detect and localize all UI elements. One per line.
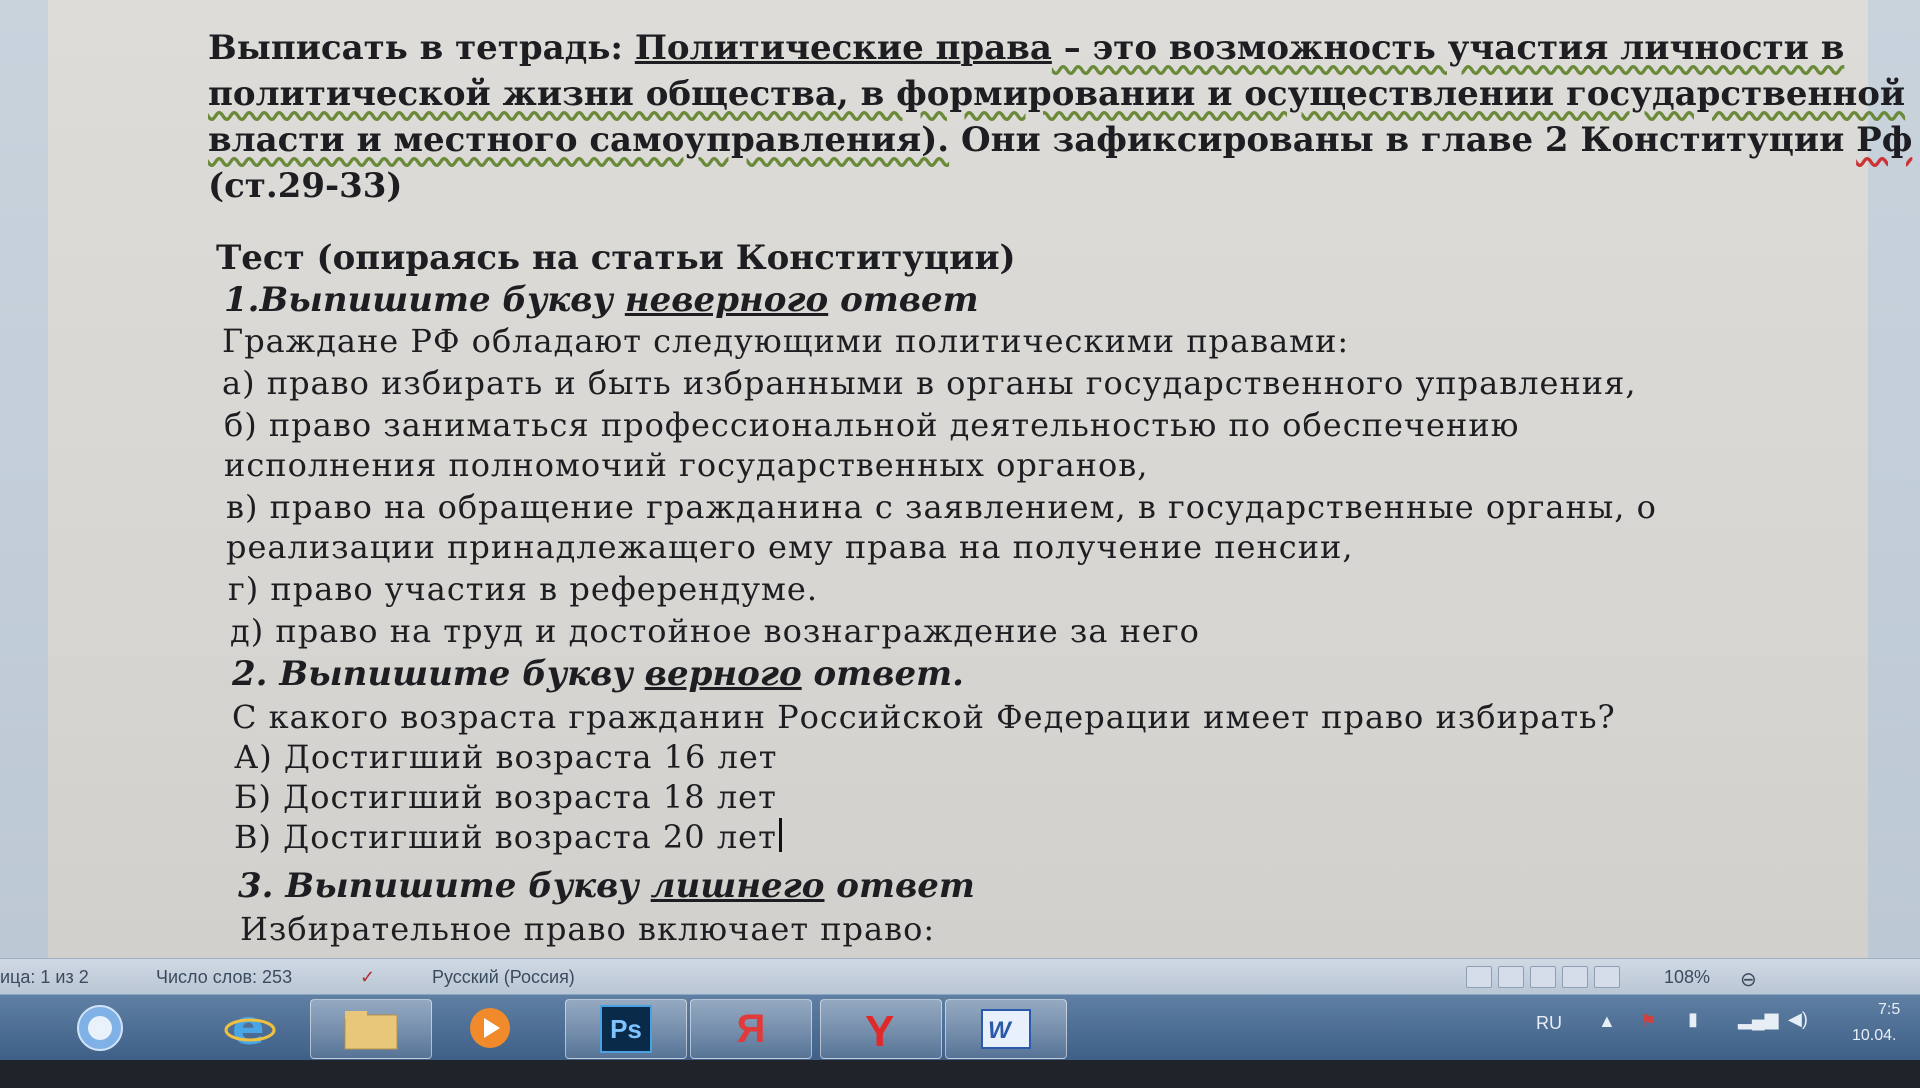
para1-line1: [208, 28, 1844, 68]
q1-title: [224, 280, 979, 320]
q1-option-a: а) право избирать и быть избранными в органы государственного управления,: [222, 364, 1637, 402]
q1-option-e: д) право на труд и достойное вознаграждение за него: [230, 612, 1200, 650]
para1-tail3: Они зафиксированы в главе 2 Конституции: [949, 120, 1857, 160]
taskbar-yandex-browser[interactable]: [820, 999, 942, 1059]
test-heading: Тест (опираясь на статьи Конституции): [216, 238, 1016, 278]
status-language[interactable]: Русский (Россия): [432, 967, 575, 987]
q3-prefix: 3. Выпишите букву: [238, 866, 651, 906]
q1-option-b-line2: исполнения полномочий государственных органов,: [224, 446, 1149, 484]
zoom-out-icon[interactable]: ⊖: [1740, 969, 1757, 991]
status-bar: [0, 958, 1920, 995]
q1-stem: Граждане РФ обладают следующими политическими правами:: [222, 322, 1350, 360]
q2-prefix: 2. Выпишите букву: [232, 654, 645, 694]
photoshop-icon: Ps: [600, 1005, 652, 1053]
q2-suffix: ответ.: [801, 654, 964, 694]
q2-title: [232, 654, 964, 694]
tray-language[interactable]: RU: [1536, 1013, 1562, 1033]
microsoft-word-icon: [978, 1006, 1034, 1052]
q1-option-b-line1: б) право заниматься профессиональной деятельностью по обеспечению: [224, 406, 1520, 444]
taskbar-photoshop[interactable]: [565, 999, 687, 1059]
tray-action-center-icon[interactable]: ⚑: [1640, 1011, 1657, 1031]
svg-text:e: e: [232, 1002, 265, 1054]
q2-option-a: А) Достигший возраста 16 лет: [234, 738, 778, 776]
q1-key: неверного: [624, 280, 829, 320]
media-player-icon: [465, 1003, 515, 1053]
para1-line4: (ст.29-33): [208, 166, 403, 206]
q2-key: верного: [644, 654, 802, 694]
view-draft-button[interactable]: [1594, 966, 1620, 988]
q3-suffix: ответ: [824, 866, 975, 906]
taskbar-internet-explorer[interactable]: [190, 999, 310, 1057]
taskbar: [0, 994, 1920, 1061]
para1-rf: Рф: [1856, 120, 1913, 160]
tray-clock-time[interactable]: 7:5: [1878, 1001, 1901, 1018]
document-page[interactable]: [48, 0, 1913, 958]
view-outline-button[interactable]: [1562, 966, 1588, 988]
q1-suffix: ответ: [828, 280, 979, 320]
para1-line3: [208, 120, 1912, 160]
taskbar-microsoft-word[interactable]: [945, 999, 1067, 1059]
taskbar-media-player[interactable]: [430, 999, 550, 1057]
status-page-count[interactable]: ица: 1 из 2: [0, 967, 89, 987]
start-button[interactable]: [40, 999, 160, 1057]
q2-option-b: Б) Достигший возраста 18 лет: [234, 778, 777, 816]
yandex-browser-icon: [856, 1004, 906, 1054]
q3-title: [238, 866, 975, 906]
tray-network-icon[interactable]: ▮: [1688, 1009, 1698, 1029]
monitor-bezel: [0, 1060, 1920, 1088]
q2-option-c: [234, 818, 782, 856]
para1-lead: Выписать в тетрадь:: [208, 28, 623, 68]
q2-option-c-text: В) Достигший возраста 20 лет: [234, 818, 777, 856]
q3-stem: Избирательное право включает право:: [240, 910, 936, 948]
folder-icon: [343, 1007, 399, 1051]
para1-def3: власти и местного самоуправления).: [208, 120, 950, 160]
q1-option-d: г) право участия в референдуме.: [228, 570, 819, 608]
tray-volume-icon[interactable]: ◀): [1788, 1009, 1808, 1029]
internet-explorer-icon: [224, 1002, 276, 1054]
taskbar-file-explorer[interactable]: [310, 999, 432, 1059]
text-cursor: [779, 818, 782, 852]
yandex-icon: Я: [736, 1006, 766, 1051]
svg-text:Y: Y: [865, 1007, 895, 1054]
view-print-layout-button[interactable]: [1466, 966, 1492, 988]
q2-stem: С какого возраста гражданин Российской Федерации имеет право избирать?: [232, 698, 1616, 736]
taskbar-yandex[interactable]: [690, 999, 812, 1059]
view-fullscreen-button[interactable]: [1498, 966, 1524, 988]
zoom-level[interactable]: 108%: [1664, 967, 1711, 987]
tray-clock-date[interactable]: 10.04.: [1852, 1027, 1897, 1044]
q3-key: лишнего: [650, 866, 825, 906]
para1-line2: политической жизни общества, в формировании и осуществлении государственной: [208, 74, 1906, 114]
para1-def1: – это возможность участия личности в: [1051, 28, 1845, 68]
q1-option-c-line1: в) право на обращение гражданина с заявлением, в государственные органы, о: [226, 488, 1657, 526]
q1-option-c-line2: реализации принадлежащего ему права на получение пенсии,: [226, 528, 1354, 566]
windows-orb-icon: [75, 1003, 125, 1053]
status-word-count[interactable]: Число слов: 253: [156, 967, 293, 987]
q1-prefix: 1.Выпишите букву: [224, 280, 625, 320]
view-web-button[interactable]: [1530, 966, 1556, 988]
tray-show-hidden-icon[interactable]: ▲: [1598, 1011, 1616, 1031]
tray-signal-icon[interactable]: ▂▄▆: [1738, 1009, 1779, 1029]
svg-text:W: W: [988, 1017, 1011, 1044]
para1-term: Политические права: [634, 28, 1052, 68]
spellcheck-icon[interactable]: ✓: [360, 967, 376, 987]
